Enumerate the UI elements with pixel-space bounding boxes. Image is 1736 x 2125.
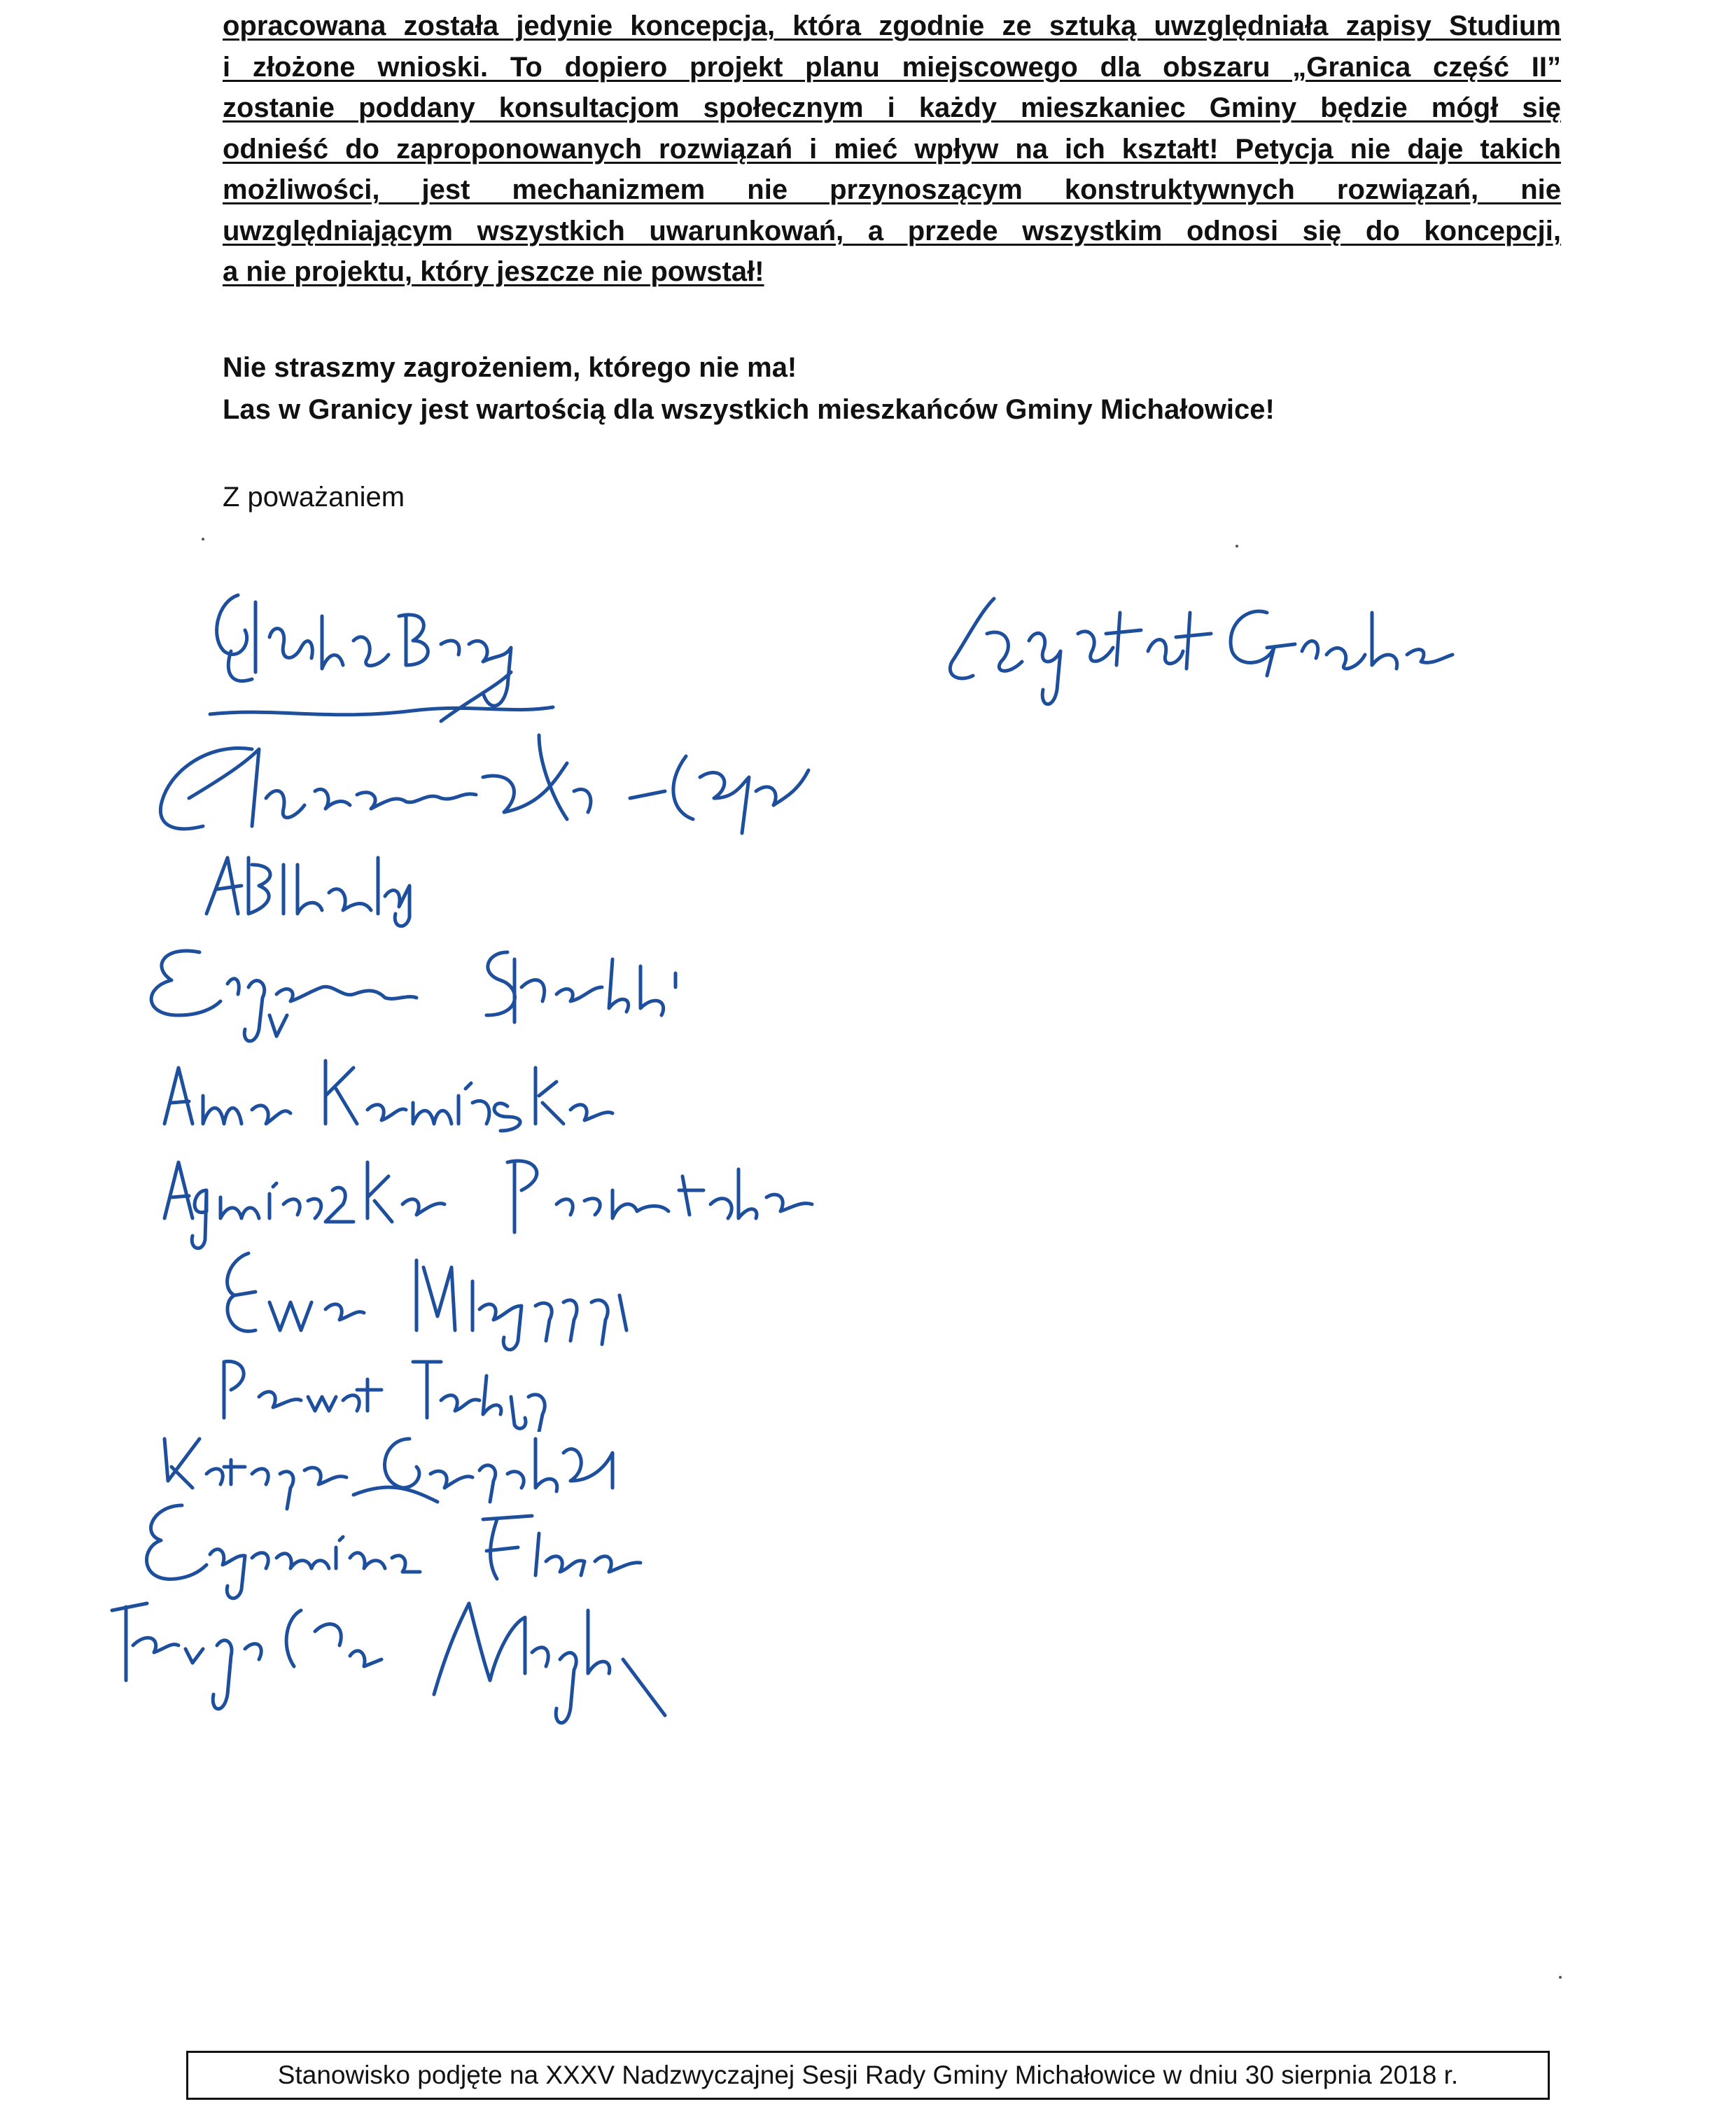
paragraph-line: odnieść do zaproponowanych rozwiązań i mieć wpływ na ich kształt! Petycja nie daje takich <box>223 133 1561 165</box>
signature-2 <box>938 585 1484 718</box>
paragraph-line: opracowana została jedynie koncepcja, która zgodnie ze sztuką uwzględniała zapisy Studium <box>223 11 1561 41</box>
body-paragraph <box>223 6 1561 293</box>
signature-7 <box>158 1134 858 1253</box>
signature-11 <box>133 1491 693 1610</box>
scan-speck <box>1559 1976 1562 1979</box>
scan-speck <box>202 538 204 541</box>
footer-note-text: Stanowisko podjęte na XXXV Nadzwyczajnej Sesji Rady Gminy Michałowice w dniu 30 sierpnia 2018 r. <box>277 2061 1459 2089</box>
signature-6 <box>158 1047 620 1152</box>
signature-3 <box>147 721 847 875</box>
paragraph-line: a nie projektu, który jeszcze nie powstał! <box>223 256 764 287</box>
footer-note-box <box>186 2051 1550 2100</box>
closing-statement-1: Nie straszmy zagrożeniem, którego nie ma! <box>223 352 797 383</box>
paragraph-line: uwzględniającym wszystkich uwarunkowań, a przede wszystkim odnosi się do koncepcji, <box>223 215 1561 246</box>
regards-text: Z poważaniem <box>223 482 405 513</box>
signature-12 <box>105 1589 735 1743</box>
paragraph-line: zostanie poddany konsultacjom społecznym i każdy mieszkaniec Gminy będzie mógł się <box>223 92 1561 123</box>
scan-speck <box>1236 545 1238 548</box>
signature-4 <box>200 844 479 928</box>
signature-1 <box>189 574 609 735</box>
paragraph-line: i złożone wnioski. To dopiero projekt planu miejscowego dla obszaru „Granica część II” <box>223 51 1561 83</box>
signature-10 <box>158 1411 648 1516</box>
signature-8 <box>214 1239 648 1351</box>
signature-9 <box>217 1348 567 1432</box>
signature-5 <box>136 931 788 1050</box>
paragraph-line: możliwości, jest mechanizmem nie przynoszącym konstruktywnych rozwiązań, nie <box>223 174 1561 205</box>
closing-statement-2: Las w Granicy jest wartością dla wszystkich mieszkańców Gminy Michałowice! <box>223 394 1275 425</box>
